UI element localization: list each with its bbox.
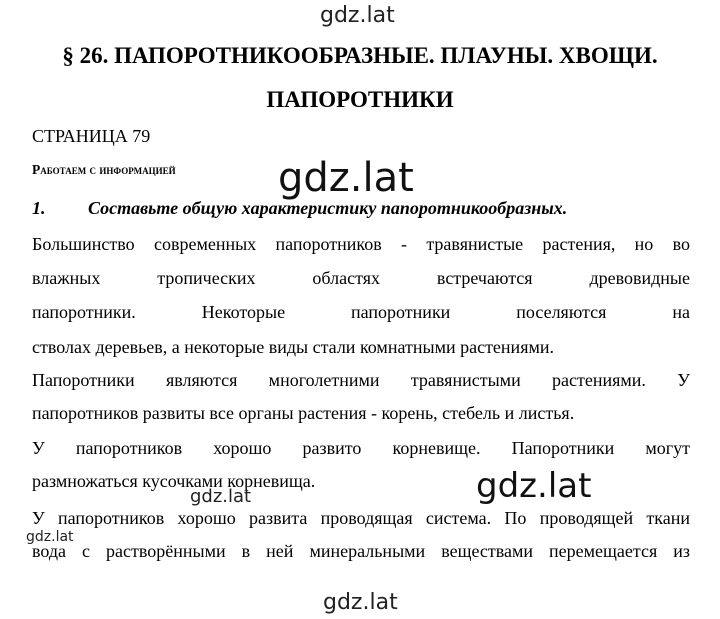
- watermark-small-center: gdz.lat: [190, 486, 252, 507]
- task-text: Составьте общую характеристику папоротникообразных.: [88, 198, 568, 218]
- watermark-top: gdz.lat: [320, 3, 395, 28]
- watermark-bottom: gdz.lat: [323, 590, 398, 615]
- body-line-8: размножаться кусочками корневища.: [32, 471, 316, 491]
- chapter-title-line-2: ПАПОРОТНИКИ: [266, 87, 454, 112]
- body-line-7: У папоротников хорошо развито корневище. Папоротники могут: [32, 438, 690, 458]
- page-number-label: СТРАНИЦА 79: [32, 126, 151, 146]
- watermark-small-left: gdz.lat: [26, 529, 74, 545]
- body-line-4: стволах деревьев, а некоторые виды стали комнатными растениями.: [32, 337, 554, 357]
- body-line-2: влажных тропических областях встречаются древовидные: [32, 268, 690, 288]
- body-line-1: Большинство современных папоротников - травянистые растения, но во: [32, 234, 690, 254]
- task-number: 1.: [32, 198, 46, 218]
- section-label: Работаем с информацией: [32, 162, 176, 177]
- body-line-5: Папоротники являются многолетними травянистыми растениями. У: [32, 370, 690, 390]
- body-line-6: папоротников развиты все органы растения - корень, стебель и листья.: [32, 403, 575, 423]
- watermark-center-large: gdz.lat: [278, 155, 414, 201]
- body-line-9: У папоротников хорошо развита проводящая система. По проводящей ткани: [32, 508, 690, 528]
- chapter-title-line-1: § 26. ПАПОРОТНИКООБРАЗНЫЕ. ПЛАУНЫ. ХВОЩИ.: [62, 43, 658, 68]
- watermark-right-large: gdz.lat: [476, 466, 592, 506]
- body-line-10: вода с растворёнными в ней минеральными веществами перемещается из: [32, 541, 690, 561]
- body-line-3: папоротники. Некоторые папоротники поселяются на: [32, 302, 690, 322]
